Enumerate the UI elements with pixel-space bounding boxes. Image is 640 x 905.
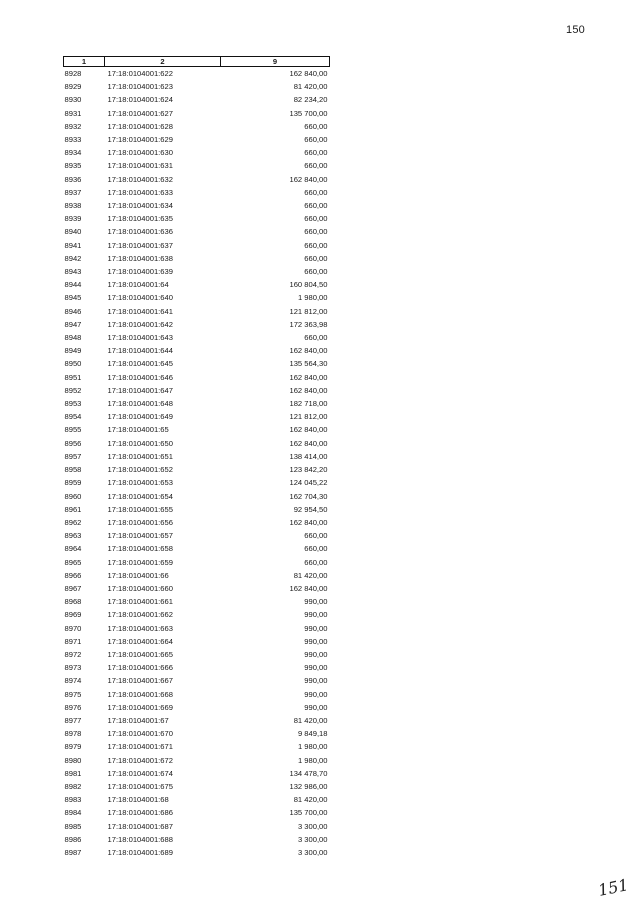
cadastral-number: 17:18:0104001:643	[107, 333, 173, 343]
cadastral-number: 17:18:0104001:645	[107, 359, 173, 369]
cadastral-value: 660,00	[304, 240, 328, 250]
row-number: 8966	[64, 570, 82, 580]
table-row	[64, 278, 330, 291]
cadastral-number: 17:18:0104001:638	[107, 253, 173, 263]
cadastral-number: 17:18:0104001:647	[107, 385, 173, 395]
cadastral-value: 138 414,00	[289, 451, 328, 461]
row-number: 8964	[64, 544, 82, 554]
row-number: 8976	[64, 702, 82, 712]
cadastral-value: 82 234,20	[293, 95, 328, 105]
cadastral-number: 17:18:0104001:636	[107, 227, 173, 237]
row-number: 8955	[64, 425, 82, 435]
row-number: 8965	[64, 557, 82, 567]
cadastral-value: 1 980,00	[297, 742, 328, 752]
row-number: 8957	[64, 451, 82, 461]
table-row	[64, 595, 330, 608]
cadastral-number: 17:18:0104001:67	[107, 715, 169, 725]
cadastral-number: 17:18:0104001:646	[107, 372, 173, 382]
table-row	[64, 357, 330, 370]
table-row	[64, 199, 330, 212]
cadastral-value: 160 804,50	[289, 280, 328, 290]
table-row	[64, 556, 330, 569]
cadastral-number: 17:18:0104001:623	[107, 82, 173, 92]
cadastral-value: 81 420,00	[293, 82, 328, 92]
cadastral-number: 17:18:0104001:669	[107, 702, 173, 712]
cadastral-value: 135 564,30	[289, 359, 328, 369]
cadastral-value: 660,00	[304, 531, 328, 541]
table-row	[64, 463, 330, 476]
cadastral-number: 17:18:0104001:635	[107, 214, 173, 224]
cadastral-value: 660,00	[304, 227, 328, 237]
cadastral-number: 17:18:0104001:659	[107, 557, 173, 567]
cadastral-value: 162 840,00	[289, 438, 328, 448]
table-row	[64, 146, 330, 159]
table-row	[64, 371, 330, 384]
cadastral-value-table	[63, 56, 330, 859]
cadastral-number: 17:18:0104001:660	[107, 583, 173, 593]
row-number: 8937	[64, 187, 82, 197]
row-number: 8971	[64, 636, 82, 646]
cadastral-value: 121 812,00	[289, 306, 328, 316]
cadastral-number: 17:18:0104001:687	[107, 821, 173, 831]
row-number: 8933	[64, 135, 82, 145]
cadastral-value: 162 840,00	[289, 69, 328, 78]
table-header-row	[64, 57, 330, 67]
cadastral-value: 1 980,00	[297, 755, 328, 765]
cadastral-number: 17:18:0104001:644	[107, 346, 173, 356]
table-row	[64, 450, 330, 463]
cadastral-number: 17:18:0104001:667	[107, 676, 173, 686]
row-number: 8958	[64, 465, 82, 475]
row-number: 8936	[64, 174, 82, 184]
table-row	[64, 476, 330, 489]
cadastral-number: 17:18:0104001:651	[107, 451, 173, 461]
cadastral-number: 17:18:0104001:661	[107, 597, 173, 607]
table-row	[64, 423, 330, 436]
table-row	[64, 397, 330, 410]
row-number: 8970	[64, 623, 82, 633]
row-number: 8956	[64, 438, 82, 448]
table-row	[64, 120, 330, 133]
cadastral-value: 124 045,22	[289, 478, 328, 488]
table-row	[64, 714, 330, 727]
cadastral-number: 17:18:0104001:648	[107, 399, 173, 409]
row-number: 8931	[64, 108, 82, 118]
table-row	[64, 608, 330, 621]
cadastral-number: 17:18:0104001:657	[107, 531, 173, 541]
table-row	[64, 291, 330, 304]
table-row	[64, 767, 330, 780]
table-row	[64, 252, 330, 265]
table-row	[64, 159, 330, 172]
column-header-2: 2	[105, 57, 221, 67]
table-row	[64, 688, 330, 701]
row-number: 8979	[64, 742, 82, 752]
table-row	[64, 133, 330, 146]
cadastral-value: 660,00	[304, 161, 328, 171]
table-row	[64, 225, 330, 238]
table-row	[64, 344, 330, 357]
cadastral-number: 17:18:0104001:630	[107, 148, 173, 158]
cadastral-number: 17:18:0104001:629	[107, 135, 173, 145]
row-number: 8949	[64, 346, 82, 356]
table-row	[64, 529, 330, 542]
table-row	[64, 674, 330, 687]
cadastral-value: 660,00	[304, 214, 328, 224]
cadastral-number: 17:18:0104001:66	[107, 570, 169, 580]
row-number: 8939	[64, 214, 82, 224]
cadastral-value: 660,00	[304, 544, 328, 554]
cadastral-value: 162 840,00	[289, 372, 328, 382]
cadastral-value: 134 478,70	[289, 768, 328, 778]
table-row	[64, 503, 330, 516]
cadastral-value: 162 840,00	[289, 517, 328, 527]
cadastral-number: 17:18:0104001:688	[107, 834, 173, 844]
row-number: 8961	[64, 504, 82, 514]
cadastral-number: 17:18:0104001:666	[107, 663, 173, 673]
cadastral-value: 990,00	[304, 649, 328, 659]
cadastral-value: 990,00	[304, 610, 328, 620]
row-number: 8946	[64, 306, 82, 316]
row-number: 8932	[64, 121, 82, 131]
cadastral-value: 990,00	[304, 702, 328, 712]
row-number: 8969	[64, 610, 82, 620]
row-number: 8978	[64, 729, 82, 739]
table-row	[64, 622, 330, 635]
row-number: 8981	[64, 768, 82, 778]
cadastral-number: 17:18:0104001:628	[107, 121, 173, 131]
row-number: 8959	[64, 478, 82, 488]
row-number: 8934	[64, 148, 82, 158]
cadastral-number: 17:18:0104001:640	[107, 293, 173, 303]
cadastral-value: 162 840,00	[289, 425, 328, 435]
table-row	[64, 820, 330, 833]
cadastral-value: 172 363,98	[289, 319, 328, 329]
cadastral-value: 81 420,00	[293, 795, 328, 805]
cadastral-number: 17:18:0104001:627	[107, 108, 173, 118]
cadastral-number: 17:18:0104001:656	[107, 517, 173, 527]
cadastral-value: 135 700,00	[289, 808, 328, 818]
row-number: 8952	[64, 385, 82, 395]
cadastral-number: 17:18:0104001:668	[107, 689, 173, 699]
table-row	[64, 635, 330, 648]
table-row	[64, 107, 330, 120]
cadastral-value: 81 420,00	[293, 715, 328, 725]
cadastral-number: 17:18:0104001:653	[107, 478, 173, 488]
row-number: 8986	[64, 834, 82, 844]
table-row	[64, 661, 330, 674]
table-row	[64, 701, 330, 714]
table-row	[64, 212, 330, 225]
cadastral-value: 9 849,18	[297, 729, 328, 739]
row-number: 8941	[64, 240, 82, 250]
table-row	[64, 648, 330, 661]
row-number: 8944	[64, 280, 82, 290]
table-row	[64, 846, 330, 859]
cadastral-value: 660,00	[304, 557, 328, 567]
row-number: 8985	[64, 821, 82, 831]
table-row	[64, 239, 330, 252]
cadastral-value: 3 300,00	[297, 847, 328, 857]
cadastral-value: 162 704,30	[289, 491, 328, 501]
row-number: 8975	[64, 689, 82, 699]
row-number: 8928	[64, 69, 82, 78]
row-number: 8963	[64, 531, 82, 541]
cadastral-value: 660,00	[304, 121, 328, 131]
row-number: 8954	[64, 412, 82, 422]
cadastral-value: 660,00	[304, 253, 328, 263]
row-number: 8938	[64, 201, 82, 211]
cadastral-value: 132 986,00	[289, 781, 328, 791]
table-row	[64, 833, 330, 846]
cadastral-number: 17:18:0104001:665	[107, 649, 173, 659]
table-row	[64, 806, 330, 819]
cadastral-value: 660,00	[304, 187, 328, 197]
cadastral-number: 17:18:0104001:634	[107, 201, 173, 211]
page-number: 150	[566, 24, 585, 36]
table-row	[64, 67, 330, 81]
table-row	[64, 490, 330, 503]
cadastral-number: 17:18:0104001:68	[107, 795, 169, 805]
cadastral-value: 1 980,00	[297, 293, 328, 303]
cadastral-value: 660,00	[304, 148, 328, 158]
cadastral-value: 162 840,00	[289, 583, 328, 593]
row-number: 8940	[64, 227, 82, 237]
cadastral-value: 182 718,00	[289, 399, 328, 409]
cadastral-number: 17:18:0104001:655	[107, 504, 173, 514]
table-row	[64, 569, 330, 582]
row-number: 8972	[64, 649, 82, 659]
column-header-1: 1	[64, 57, 105, 67]
row-number: 8960	[64, 491, 82, 501]
cadastral-value: 660,00	[304, 267, 328, 277]
table-row	[64, 80, 330, 93]
table-row	[64, 542, 330, 555]
table-row	[64, 780, 330, 793]
cadastral-number: 17:18:0104001:664	[107, 636, 173, 646]
table-row	[64, 437, 330, 450]
row-number: 8929	[64, 82, 82, 92]
table-row	[64, 727, 330, 740]
row-number: 8945	[64, 293, 82, 303]
cadastral-number: 17:18:0104001:637	[107, 240, 173, 250]
row-number: 8953	[64, 399, 82, 409]
cadastral-value: 990,00	[304, 623, 328, 633]
table-row	[64, 793, 330, 806]
cadastral-number: 17:18:0104001:663	[107, 623, 173, 633]
cadastral-number: 17:18:0104001:670	[107, 729, 173, 739]
cadastral-number: 17:18:0104001:652	[107, 465, 173, 475]
cadastral-value: 3 300,00	[297, 821, 328, 831]
table-row	[64, 410, 330, 423]
row-number: 8987	[64, 847, 82, 857]
table-row	[64, 516, 330, 529]
table-row	[64, 582, 330, 595]
cadastral-value: 92 954,50	[293, 504, 328, 514]
cadastral-value: 660,00	[304, 201, 328, 211]
table-row	[64, 186, 330, 199]
table-row	[64, 265, 330, 278]
cadastral-value: 123 842,20	[289, 465, 328, 475]
cadastral-value: 162 840,00	[289, 174, 328, 184]
cadastral-value: 162 840,00	[289, 385, 328, 395]
cadastral-value: 990,00	[304, 597, 328, 607]
cadastral-number: 17:18:0104001:662	[107, 610, 173, 620]
cadastral-number: 17:18:0104001:641	[107, 306, 173, 316]
row-number: 8967	[64, 583, 82, 593]
cadastral-number: 17:18:0104001:65	[107, 425, 169, 435]
row-number: 8962	[64, 517, 82, 527]
cadastral-value: 990,00	[304, 663, 328, 673]
cadastral-number: 17:18:0104001:633	[107, 187, 173, 197]
cadastral-number: 17:18:0104001:674	[107, 768, 173, 778]
cadastral-value: 162 840,00	[289, 346, 328, 356]
row-number: 8930	[64, 95, 82, 105]
cadastral-number: 17:18:0104001:650	[107, 438, 173, 448]
row-number: 8980	[64, 755, 82, 765]
cadastral-number: 17:18:0104001:624	[107, 95, 173, 105]
cadastral-number: 17:18:0104001:654	[107, 491, 173, 501]
cadastral-number: 17:18:0104001:631	[107, 161, 173, 171]
row-number: 8943	[64, 267, 82, 277]
cadastral-number: 17:18:0104001:642	[107, 319, 173, 329]
cadastral-value: 121 812,00	[289, 412, 328, 422]
cadastral-number: 17:18:0104001:632	[107, 174, 173, 184]
row-number: 8984	[64, 808, 82, 818]
cadastral-value: 990,00	[304, 689, 328, 699]
cadastral-number: 17:18:0104001:689	[107, 847, 173, 857]
row-number: 8947	[64, 319, 82, 329]
cadastral-number: 17:18:0104001:675	[107, 781, 173, 791]
row-number: 8973	[64, 663, 82, 673]
cadastral-number: 17:18:0104001:622	[107, 69, 173, 78]
cadastral-number: 17:18:0104001:671	[107, 742, 173, 752]
row-number: 8983	[64, 795, 82, 805]
handwritten-signature: 151	[596, 875, 631, 900]
cadastral-value: 660,00	[304, 135, 328, 145]
cadastral-number: 17:18:0104001:658	[107, 544, 173, 554]
table-row	[64, 173, 330, 186]
table-row	[64, 754, 330, 767]
column-header-9: 9	[221, 57, 330, 67]
row-number: 8950	[64, 359, 82, 369]
cadastral-value: 660,00	[304, 333, 328, 343]
table-row	[64, 318, 330, 331]
row-number: 8948	[64, 333, 82, 343]
row-number: 8974	[64, 676, 82, 686]
row-number: 8968	[64, 597, 82, 607]
table-row	[64, 331, 330, 344]
row-number: 8951	[64, 372, 82, 382]
cadastral-number: 17:18:0104001:672	[107, 755, 173, 765]
cadastral-number: 17:18:0104001:639	[107, 267, 173, 277]
table-header	[64, 57, 330, 67]
table-row	[64, 305, 330, 318]
row-number: 8935	[64, 161, 82, 171]
cadastral-value: 990,00	[304, 636, 328, 646]
row-number: 8977	[64, 715, 82, 725]
table-row	[64, 384, 330, 397]
cadastral-number: 17:18:0104001:64	[107, 280, 169, 290]
table-row	[64, 740, 330, 753]
row-number: 8942	[64, 253, 82, 263]
cadastral-value: 135 700,00	[289, 108, 328, 118]
cadastral-value: 3 300,00	[297, 834, 328, 844]
cadastral-value: 990,00	[304, 676, 328, 686]
table-row	[64, 93, 330, 106]
cadastral-number: 17:18:0104001:649	[107, 412, 173, 422]
row-number: 8982	[64, 781, 82, 791]
table-body	[64, 67, 330, 860]
cadastral-number: 17:18:0104001:686	[107, 808, 173, 818]
cadastral-value: 81 420,00	[293, 570, 328, 580]
